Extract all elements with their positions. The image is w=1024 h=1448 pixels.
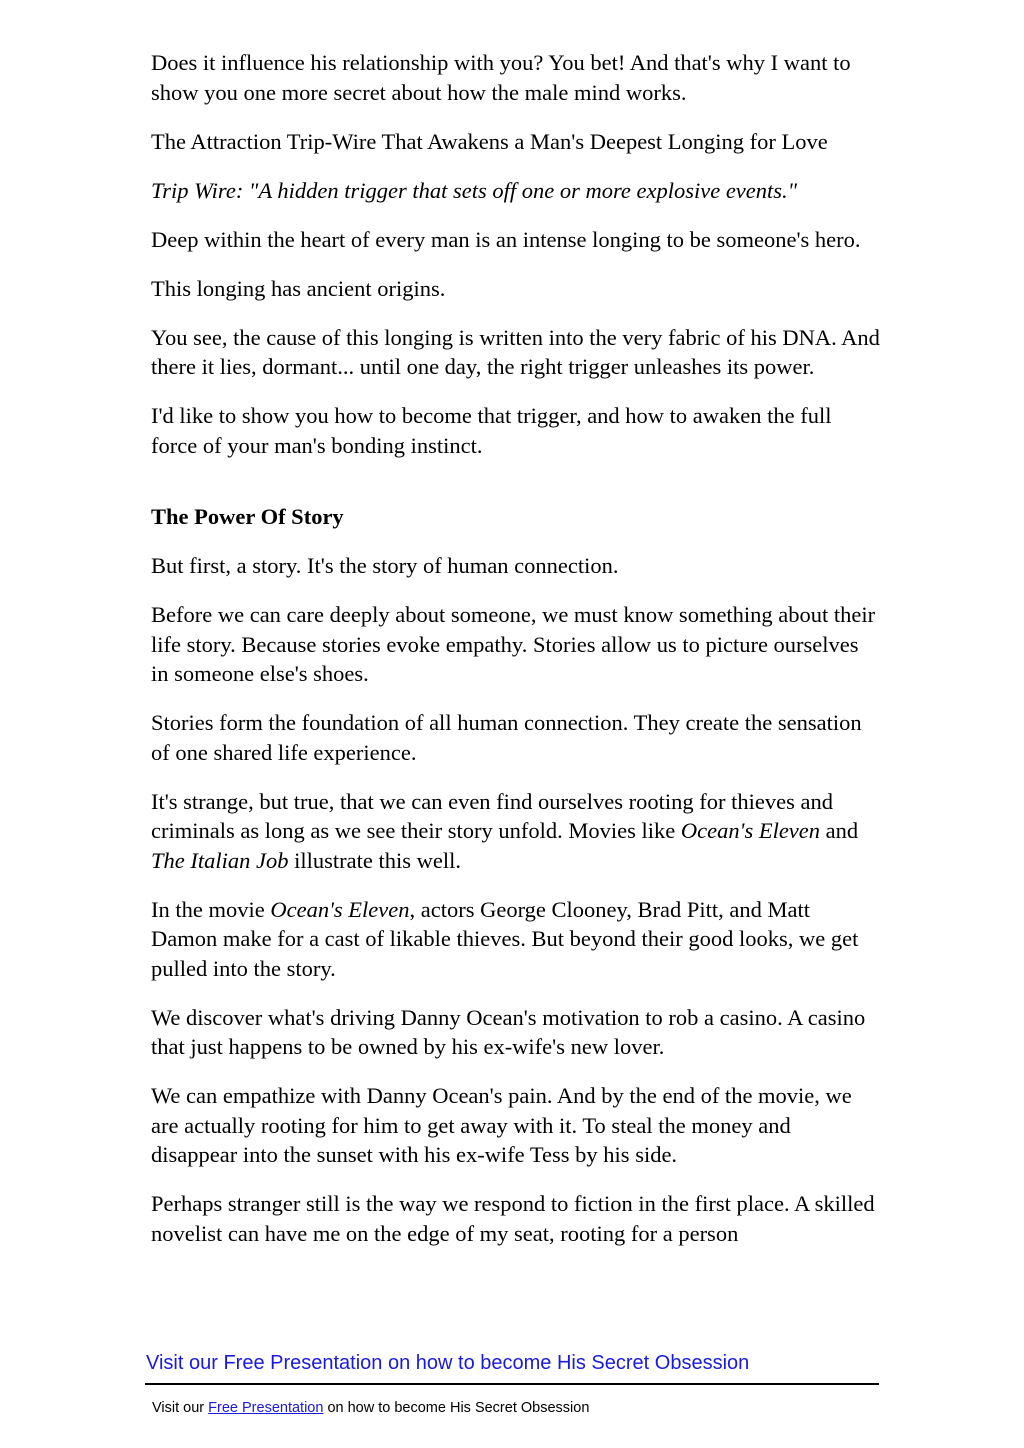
text-run: illustrate this well. <box>288 847 461 873</box>
paragraph: You see, the cause of this longing is written into the very fabric of his DNA. And there it lies, dormant... until one day, the right trigger unleashes its power. <box>151 324 880 379</box>
paragraph: We can empathize with Danny Ocean's pain. And by the end of the movie, we are actually rooting for him to get away with it. To steal the money and disappear into the sunset with his ex-wife Tess by his side. <box>151 1083 852 1167</box>
text-run: , actors George Clooney, Brad Pitt, and Matt Damon make for a cast of likable thieves. But beyond their good looks, we get pulled into the story. <box>151 896 859 981</box>
paragraph: The Attraction Trip-Wire That Awakens a Man's Deepest Longing for Love <box>151 128 828 154</box>
text-run: In the movie <box>151 896 271 922</box>
text-run: It's strange, but true, that we can even find ourselves rooting for thieves and criminals as long as we see their story unfold. Movies like <box>151 788 833 843</box>
paragraph: Before we can care deeply about someone, we must know something about their life story. Because stories evoke empathy. Stories allow us to picture ourselves in someone else's shoes. <box>151 602 876 686</box>
movie-title: The Italian Job <box>151 847 289 873</box>
paragraph: We discover what's driving Danny Ocean's motivation to rob a casino. A casino that just happens to be owned by his ex-wife's new lover. <box>151 1004 866 1059</box>
paragraph: Deep within the heart of every man is an intense longing to be someone's hero. <box>151 226 861 252</box>
page-footer <box>152 1399 589 1418</box>
footer-text: on how to become His Secret Obsession <box>323 1400 590 1416</box>
footer-divider <box>145 1383 879 1385</box>
paragraph: This longing has ancient origins. <box>151 275 446 301</box>
paragraph <box>151 787 881 876</box>
paragraph: Does it influence his relationship with you? You bet! And that's why I want to show you one more secret about how the male mind works. <box>151 50 851 105</box>
footer-text: Visit our <box>152 1400 209 1416</box>
paragraph: But first, a story. It's the story of human connection. <box>151 553 619 578</box>
movie-title: Ocean's Eleven <box>270 896 410 922</box>
paragraph <box>151 895 881 984</box>
movie-title: Ocean's Eleven <box>680 818 821 843</box>
paragraph: I'd like to show you how to become that trigger, and how to awaken the full force of your man's bonding instinct. <box>151 403 832 458</box>
paragraph: Perhaps stranger still is the way we respond to fiction in the first place. A skilled novelist can have me on the edge of my seat, rooting for a person <box>151 1191 875 1246</box>
paragraph: Stories form the foundation of all human connection. They create the sensation of one shared life experience. <box>151 710 862 765</box>
definition-paragraph: Trip Wire: "A hidden trigger that sets off one or more explosive events." <box>151 177 798 203</box>
presentation-link[interactable]: Visit our Free Presentation on how to become His Secret Obsession <box>146 1352 750 1374</box>
section-heading: The Power Of Story <box>151 504 344 529</box>
free-presentation-link[interactable]: Free Presentation <box>208 1400 324 1416</box>
text-run: and <box>820 818 859 843</box>
document-body <box>151 48 881 1268</box>
